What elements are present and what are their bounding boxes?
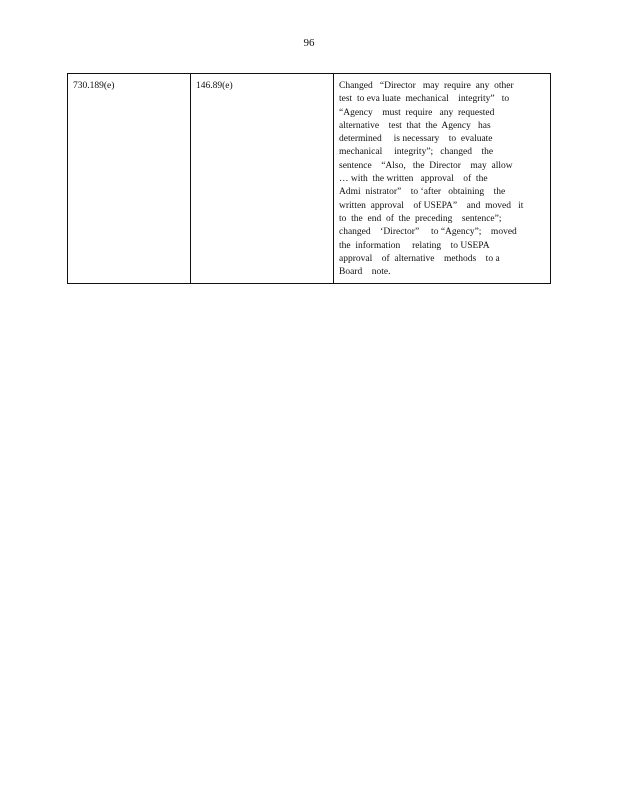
description-line: written approval of USEPA” and moved it	[339, 200, 524, 211]
description-line: alternative test that the Agency has	[339, 120, 491, 131]
description-cell	[334, 74, 551, 284]
comparison-table	[67, 73, 551, 284]
description-line: mechanical integrity”; changed the	[339, 147, 494, 158]
table-row	[68, 74, 551, 284]
description-line: sentence “Also, the Director may allow	[339, 160, 513, 171]
description-line: to the end of the preceding sentence”;	[339, 213, 502, 224]
description-line: Board note.	[339, 267, 391, 278]
description-line: Changed “Director may require any other	[339, 81, 514, 91]
page-number: 96	[303, 37, 315, 49]
federal-section-cell: 146.89(e)	[191, 74, 334, 284]
description-line: … with the written approval of the	[339, 174, 488, 185]
description-line: approval of alternative methods to a	[339, 253, 500, 264]
section-cell: 730.189(e)	[68, 74, 191, 284]
description-line: changed ‘Director” to “Agency”; moved	[339, 227, 517, 238]
description-line: “Agency must require any requested	[339, 107, 495, 118]
description-line: test to eva luate mechanical integrity” to	[339, 94, 510, 105]
description-line: the information relating to USEPA	[339, 240, 490, 251]
description-line: determined is necessary to evaluate	[339, 134, 493, 145]
description-line: Admi nistrator” to ‘after obtaining the	[339, 187, 506, 198]
